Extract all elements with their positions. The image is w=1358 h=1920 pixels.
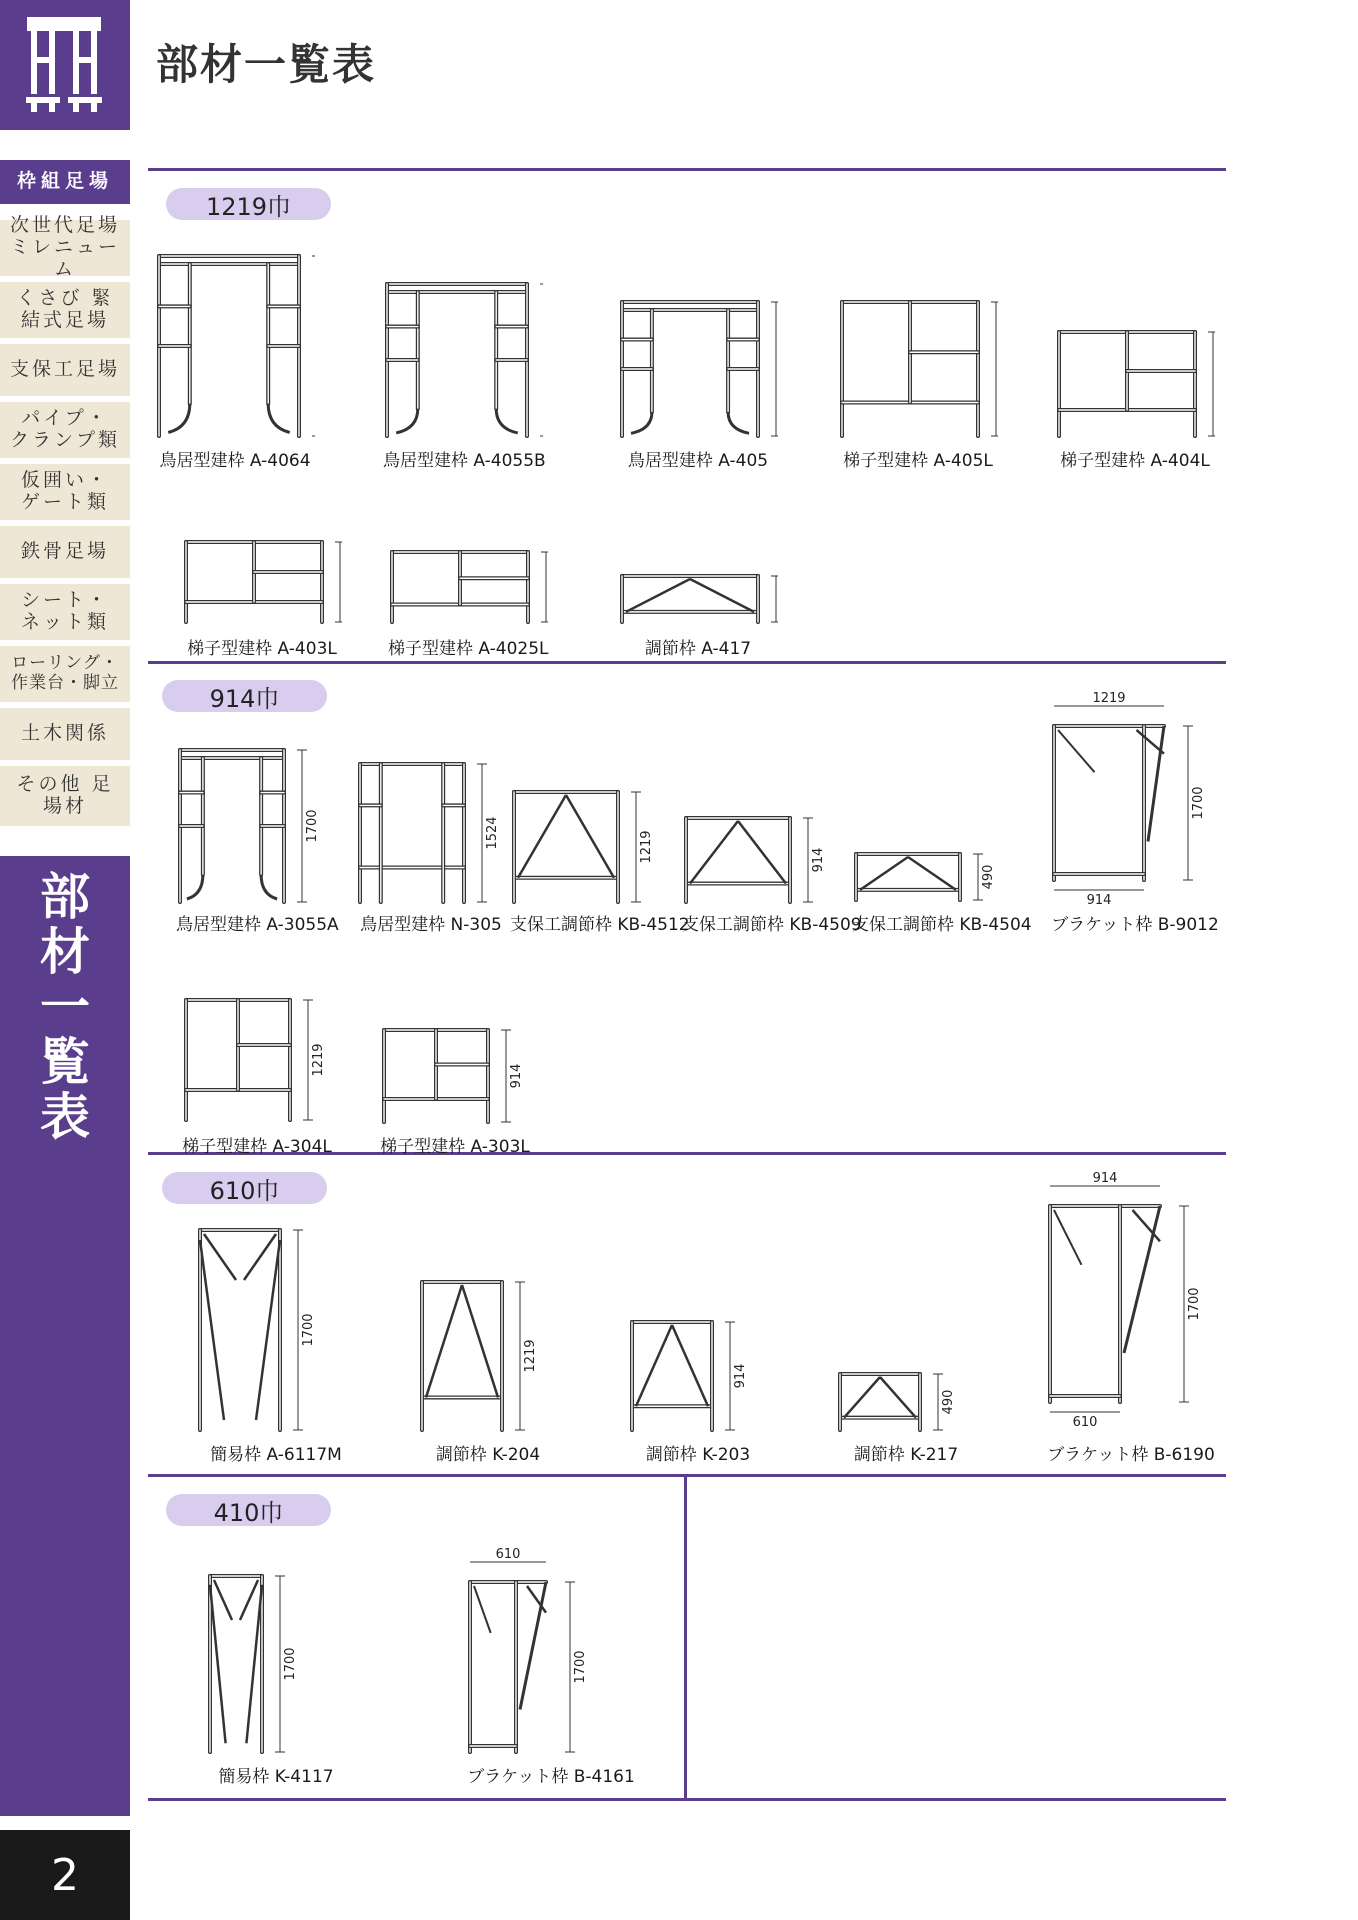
frame-item — [356, 760, 506, 935]
dimension-height-label: 1700 — [1187, 1287, 1202, 1321]
dimension-height-label: 1700 — [1191, 786, 1206, 820]
dimension-height-label: 490 — [981, 864, 996, 890]
frame-item — [176, 746, 339, 935]
divider-410 — [148, 1474, 1226, 1477]
frame-caption: 梯子型建枠 A-303L — [380, 1137, 530, 1157]
frame-item — [155, 252, 315, 471]
sidebar-item-civil[interactable]: 土木関係 — [0, 708, 130, 760]
frame-brace — [1058, 730, 1095, 772]
dimension-height-label: 490 — [941, 1389, 956, 1415]
frame-pipe — [631, 412, 652, 433]
frame-brace — [690, 821, 738, 884]
frame-brace — [860, 857, 908, 890]
frame-item — [383, 280, 546, 471]
logo-block — [0, 0, 130, 130]
sidebar-item-pipe-clamp[interactable]: パイプ・ クランプ類 — [0, 402, 130, 458]
frame-brace — [880, 1377, 916, 1418]
dimension-height-label: 914 — [509, 1063, 524, 1089]
dimension-top-label: 1219 — [1092, 692, 1126, 706]
dimension-height-label: 1700 — [301, 1313, 316, 1347]
frame-item — [380, 1026, 530, 1157]
frame-item — [418, 1278, 558, 1465]
sidebar-item-hoarding-gate[interactable]: 仮囲い・ ゲート類 — [0, 464, 130, 520]
frame-pipe — [187, 875, 203, 899]
frame-brace — [518, 795, 566, 878]
sidebar-item-steel[interactable]: 鉄骨足場 — [0, 526, 130, 578]
frame-caption: ブラケット枠 B-6190 — [1047, 1445, 1215, 1465]
frame-caption: 調節枠 K-203 — [645, 1445, 751, 1465]
frame-brace — [214, 1580, 232, 1620]
frame-brace — [462, 1285, 498, 1397]
frame-item — [628, 1318, 768, 1465]
frame-brace — [636, 1325, 672, 1406]
frame-item — [852, 850, 1032, 935]
frame-item — [182, 996, 332, 1157]
frame-brace — [566, 795, 614, 878]
dimension-height-label: 1700 — [305, 809, 320, 843]
frame-item — [388, 548, 549, 659]
frame-brace — [244, 1234, 276, 1280]
page-number: 2 — [0, 1830, 130, 1920]
frame-brace — [210, 1585, 226, 1743]
frame-brace — [426, 1285, 462, 1397]
divider-vertical — [684, 1474, 687, 1801]
frame-caption: 梯子型建枠 A-403L — [187, 639, 337, 659]
frame-brace — [200, 1240, 224, 1420]
frame-caption: 支保工調節枠 KB-4512 — [510, 915, 690, 935]
frame-pipe — [268, 404, 290, 433]
frame-brace — [738, 821, 786, 884]
section-label-1219: 1219巾 — [166, 188, 331, 220]
sidebar-item-frame-scaffold[interactable]: 枠組足場 — [0, 160, 130, 204]
section-label-410: 410巾 — [166, 1494, 331, 1526]
dimension-height-label: 1219 — [639, 830, 654, 864]
frame-brace — [204, 1234, 236, 1280]
dimension-height-label: 914 — [811, 847, 826, 873]
frame-caption: 梯子型建枠 A-404L — [1060, 451, 1210, 471]
frame-caption: 梯子型建枠 A-405L — [843, 451, 993, 471]
dimension-height-label: 1700 — [283, 1647, 298, 1681]
frame-caption: 鳥居型建枠 A-3055A — [176, 915, 339, 935]
frame-item — [1050, 692, 1220, 935]
frame-item — [1055, 328, 1215, 471]
frame-item — [466, 1548, 636, 1787]
divider-914 — [148, 661, 1226, 664]
frame-caption: 簡易枠 K-4117 — [218, 1767, 334, 1787]
frame-caption: 梯子型建枠 A-4025L — [388, 639, 549, 659]
dimension-height-label: 1524 — [485, 816, 500, 850]
divider-bottom — [148, 1798, 1226, 1801]
dimension-top-label: 914 — [1092, 1172, 1118, 1186]
frame-caption: ブラケット枠 B-4161 — [467, 1767, 635, 1787]
divider-top — [148, 168, 1226, 171]
dimension-bottom-label: 914 — [1086, 893, 1112, 906]
frame-brace — [520, 1582, 546, 1710]
page-title: 部材一覧表 — [156, 40, 377, 89]
frame-pipe — [496, 409, 518, 433]
frame-caption: 支保工調節枠 KB-4504 — [852, 915, 1032, 935]
frame-item — [682, 814, 862, 935]
frame-item — [618, 298, 778, 471]
frame-caption: 調節枠 K-204 — [435, 1445, 541, 1465]
frame-item — [618, 572, 778, 659]
frame-brace — [1054, 1210, 1082, 1265]
frame-caption: 簡易枠 A-6117M — [210, 1445, 342, 1465]
frame-caption: 鳥居型建枠 A-4055B — [383, 451, 546, 471]
frame-pipe — [168, 404, 190, 433]
frame-caption: 支保工調節枠 KB-4509 — [682, 915, 862, 935]
frame-caption: 鳥居型建枠 A-405 — [627, 451, 769, 471]
section-label-914: 914巾 — [162, 680, 327, 712]
dimension-bottom-label: 610 — [1072, 1415, 1098, 1430]
scaffold-frame-icon — [24, 12, 104, 116]
dimension-height-label: 914 — [733, 1363, 748, 1389]
frame-item — [196, 1226, 356, 1465]
frame-brace — [626, 579, 690, 612]
frame-item — [838, 298, 998, 471]
frame-caption: ブラケット枠 B-9012 — [1051, 915, 1219, 935]
frame-caption: 調節枠 K-217 — [853, 1445, 959, 1465]
frame-caption: 鳥居型建枠 A-4064 — [159, 451, 311, 471]
frame-caption: 調節枠 A-417 — [644, 639, 752, 659]
frame-pipe — [261, 875, 277, 899]
frame-caption: 鳥居型建枠 N-305 — [360, 915, 502, 935]
frame-pipe — [396, 409, 418, 433]
sidebar-item-support[interactable]: 支保工足場 — [0, 344, 130, 396]
frame-item — [206, 1572, 346, 1787]
dimension-top-label: 610 — [495, 1548, 521, 1562]
frame-pipe — [728, 412, 749, 433]
frame-brace — [474, 1586, 491, 1633]
section-label-610: 610巾 — [162, 1172, 327, 1204]
dimension-height-label: 1700 — [573, 1650, 588, 1684]
frame-brace — [1124, 1206, 1160, 1353]
frame-item — [182, 538, 342, 659]
frame-brace — [1137, 730, 1165, 754]
dimension-height-label: 1219 — [523, 1339, 538, 1373]
sidebar-item-rolling[interactable]: ローリング・ 作業台・脚立 — [0, 646, 130, 702]
frame-brace — [240, 1580, 258, 1620]
frame-caption: 梯子型建枠 A-304L — [182, 1137, 332, 1157]
frame-brace — [844, 1377, 880, 1418]
sidebar-item-sheet-net[interactable]: シート・ ネット類 — [0, 584, 130, 640]
sidebar-item-other[interactable]: その他 足場材 — [0, 766, 130, 826]
frame-brace — [246, 1585, 262, 1743]
frame-item — [836, 1370, 976, 1465]
frame-brace — [908, 857, 956, 890]
sidebar-item-millennium[interactable]: 次世代足場 ミレニューム — [0, 220, 130, 276]
frame-item — [510, 788, 690, 935]
sidebar-item-wedge[interactable]: くさび 緊結式足場 — [0, 282, 130, 338]
frame-brace — [256, 1240, 280, 1420]
frame-brace — [672, 1325, 708, 1406]
frame-brace — [690, 579, 754, 612]
dimension-height-label: 1219 — [311, 1043, 326, 1077]
frame-item — [1046, 1172, 1216, 1465]
vertical-title: 部 材 一 覧 表 — [40, 868, 90, 1146]
